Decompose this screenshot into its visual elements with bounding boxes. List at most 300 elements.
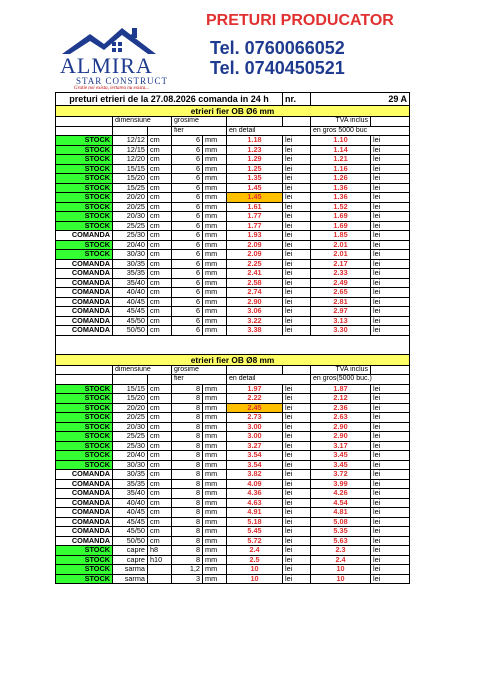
thickness-unit: mm <box>203 269 227 279</box>
availability: STOCK <box>56 193 113 203</box>
wholesale-price: 3.13 <box>311 316 371 326</box>
dimension-unit: h10 <box>148 555 172 565</box>
table-row <box>56 489 410 499</box>
blank-cell <box>148 375 172 385</box>
thickness: 6 <box>172 259 203 269</box>
availability: STOCK <box>56 555 113 565</box>
table-row <box>56 231 410 241</box>
retail-price: 4.09 <box>227 479 283 489</box>
thickness-unit: mm <box>203 240 227 250</box>
thickness-unit: mm <box>203 164 227 174</box>
dimension: 20/20 <box>113 193 148 203</box>
dimension: 50/50 <box>113 326 148 336</box>
currency: lei <box>283 297 311 307</box>
currency: lei <box>283 316 311 326</box>
thickness-unit: mm <box>203 555 227 565</box>
currency: lei <box>283 136 311 146</box>
retail-price: 2.4 <box>227 546 283 556</box>
thickness: 6 <box>172 136 203 146</box>
thickness: 8 <box>172 422 203 432</box>
blank-cell <box>371 117 410 127</box>
dimension: 15/15 <box>113 164 148 174</box>
availability: STOCK <box>56 221 113 231</box>
retail-price: 2.09 <box>227 250 283 260</box>
thickness-unit: mm <box>203 221 227 231</box>
retail-price: 4.36 <box>227 489 283 499</box>
dimension-unit: cm <box>148 136 172 146</box>
blank-cell <box>56 126 113 136</box>
currency: lei <box>283 212 311 222</box>
currency: lei <box>283 565 311 575</box>
currency: lei <box>283 145 311 155</box>
dimension: 40/40 <box>113 498 148 508</box>
table-row <box>56 422 410 432</box>
currency: lei <box>283 432 311 442</box>
dimension-unit: cm <box>148 183 172 193</box>
dimension-unit: cm <box>148 307 172 317</box>
thickness-unit: mm <box>203 193 227 203</box>
availability: COMANDA <box>56 489 113 499</box>
dimension: 45/45 <box>113 307 148 317</box>
thickness-unit: mm <box>203 231 227 241</box>
section-title: etrieri fier OB Ø6 mm <box>56 106 410 117</box>
table-row <box>56 221 410 231</box>
thickness-unit: mm <box>203 517 227 527</box>
table-row <box>56 316 410 326</box>
wholesale-price: 1.14 <box>311 145 371 155</box>
dimension: 35/40 <box>113 489 148 499</box>
wholesale-price: 2.3 <box>311 546 371 556</box>
availability: STOCK <box>56 155 113 165</box>
retail-price: 10 <box>227 574 283 584</box>
retail-price: 3.54 <box>227 451 283 461</box>
currency: lei <box>371 193 410 203</box>
dimension-unit <box>148 565 172 575</box>
dimension: 20/30 <box>113 212 148 222</box>
dimension-unit: cm <box>148 432 172 442</box>
section1-header <box>56 106 410 117</box>
dimension: 40/45 <box>113 508 148 518</box>
thickness-unit: mm <box>203 250 227 260</box>
thickness-unit: mm <box>203 565 227 575</box>
dimension: sarma <box>113 565 148 575</box>
currency: lei <box>283 240 311 250</box>
availability: STOCK <box>56 394 113 404</box>
column-vat: TVA inclus <box>311 117 371 127</box>
currency: lei <box>283 155 311 165</box>
retail-price: 2.74 <box>227 288 283 298</box>
table-row <box>56 555 410 565</box>
currency: lei <box>283 498 311 508</box>
dimension: 30/30 <box>113 460 148 470</box>
table-row <box>56 508 410 518</box>
blank-cell <box>283 365 311 375</box>
thickness: 8 <box>172 479 203 489</box>
retail-price: 3.00 <box>227 422 283 432</box>
thickness: 6 <box>172 240 203 250</box>
dimension-unit: cm <box>148 155 172 165</box>
availability: STOCK <box>56 174 113 184</box>
thickness-unit: mm <box>203 460 227 470</box>
table-row <box>56 297 410 307</box>
wholesale-price: 1.87 <box>311 384 371 394</box>
retail-price: 4.91 <box>227 508 283 518</box>
table-row <box>56 164 410 174</box>
wholesale-price: 2.33 <box>311 269 371 279</box>
dimension: 35/35 <box>113 269 148 279</box>
retail-price: 5.18 <box>227 517 283 527</box>
table-row <box>56 432 410 442</box>
wholesale-price: 5.08 <box>311 517 371 527</box>
currency: lei <box>283 536 311 546</box>
currency: lei <box>371 460 410 470</box>
table-row <box>56 278 410 288</box>
retail-price: 5.72 <box>227 536 283 546</box>
dimension-unit: cm <box>148 508 172 518</box>
price-sheet <box>55 92 409 584</box>
availability: COMANDA <box>56 307 113 317</box>
dimension: 20/40 <box>113 451 148 461</box>
column-retail: en detail <box>227 375 311 385</box>
table-row <box>56 460 410 470</box>
table-row <box>56 326 410 336</box>
wholesale-price: 10 <box>311 574 371 584</box>
wholesale-price: 2.01 <box>311 240 371 250</box>
currency: lei <box>371 278 410 288</box>
wholesale-price: 1.16 <box>311 164 371 174</box>
section2-header <box>56 354 410 365</box>
currency: lei <box>371 517 410 527</box>
brand-subtitle: STAR CONSTRUCT <box>76 76 169 86</box>
thickness-unit: mm <box>203 155 227 165</box>
currency: lei <box>283 460 311 470</box>
thickness-unit: mm <box>203 527 227 537</box>
currency: lei <box>371 231 410 241</box>
column-retail: en detail <box>227 126 311 136</box>
currency: lei <box>283 470 311 480</box>
thickness-unit: mm <box>203 316 227 326</box>
table-row <box>56 527 410 537</box>
availability: COMANDA <box>56 316 113 326</box>
currency: lei <box>371 307 410 317</box>
currency: lei <box>283 574 311 584</box>
thickness: 8 <box>172 489 203 499</box>
table-row <box>56 441 410 451</box>
thickness: 8 <box>172 394 203 404</box>
column-vat: TVA inclus <box>311 365 371 375</box>
dimension: 35/40 <box>113 278 148 288</box>
currency: lei <box>371 259 410 269</box>
currency: lei <box>371 297 410 307</box>
thickness: 6 <box>172 278 203 288</box>
thickness: 6 <box>172 183 203 193</box>
currency: lei <box>371 422 410 432</box>
thickness: 8 <box>172 527 203 537</box>
table-row <box>56 574 410 584</box>
table-row <box>56 403 410 413</box>
table-row <box>56 470 410 480</box>
thickness: 8 <box>172 498 203 508</box>
dimension-unit: cm <box>148 174 172 184</box>
dimension-unit: cm <box>148 259 172 269</box>
dimension: 12/20 <box>113 155 148 165</box>
table-row <box>56 202 410 212</box>
thickness: 8 <box>172 536 203 546</box>
wholesale-price: 5.63 <box>311 536 371 546</box>
table-row <box>56 394 410 404</box>
currency: lei <box>283 489 311 499</box>
thickness: 6 <box>172 212 203 222</box>
currency: lei <box>283 394 311 404</box>
currency: lei <box>371 536 410 546</box>
phone-2[interactable]: Tel. 0740450521 <box>210 58 345 78</box>
availability: COMANDA <box>56 278 113 288</box>
currency: lei <box>371 489 410 499</box>
wholesale-price: 2.65 <box>311 288 371 298</box>
retail-price: 1.25 <box>227 164 283 174</box>
retail-price: 5.45 <box>227 527 283 537</box>
dimension-unit: cm <box>148 145 172 155</box>
availability: STOCK <box>56 422 113 432</box>
dimension-unit: cm <box>148 384 172 394</box>
currency: lei <box>283 508 311 518</box>
wholesale-price: 2.36 <box>311 403 371 413</box>
blank-cell <box>283 117 311 127</box>
thickness-unit: mm <box>203 479 227 489</box>
thickness-unit: mm <box>203 470 227 480</box>
dimension-unit: cm <box>148 489 172 499</box>
page-title: PRETURI PRODUCATOR <box>206 12 394 29</box>
currency: lei <box>371 451 410 461</box>
column-wholesale: en gros(5000 buc.) <box>311 375 410 385</box>
currency: lei <box>371 508 410 518</box>
availability: STOCK <box>56 145 113 155</box>
dimension-unit: cm <box>148 231 172 241</box>
retail-price: 2.09 <box>227 240 283 250</box>
currency: lei <box>371 269 410 279</box>
currency: lei <box>371 326 410 336</box>
currency: lei <box>283 546 311 556</box>
dimension: 15/25 <box>113 183 148 193</box>
nr-label: nr. <box>283 93 311 106</box>
retail-price: 2.41 <box>227 269 283 279</box>
currency: lei <box>283 231 311 241</box>
wholesale-price: 3.45 <box>311 451 371 461</box>
table-row <box>56 174 410 184</box>
currency: lei <box>283 413 311 423</box>
column-dimension: dimensiune <box>113 117 172 127</box>
retail-price: 1.35 <box>227 174 283 184</box>
currency: lei <box>283 307 311 317</box>
wholesale-price: 3.17 <box>311 441 371 451</box>
thickness-unit: mm <box>203 136 227 146</box>
column-header-row <box>56 365 410 375</box>
brand-motto: Gratie noi exista, iertarea nu exista... <box>74 86 149 91</box>
thickness: 6 <box>172 316 203 326</box>
currency: lei <box>283 193 311 203</box>
table-row <box>56 269 410 279</box>
blank-cell <box>56 375 113 385</box>
thickness: 8 <box>172 470 203 480</box>
availability: STOCK <box>56 403 113 413</box>
dimension: 25/30 <box>113 231 148 241</box>
dimension: 12/12 <box>113 136 148 146</box>
thickness: 6 <box>172 297 203 307</box>
currency: lei <box>371 498 410 508</box>
availability: COMANDA <box>56 479 113 489</box>
section-title: etrieri fier OB Ø8 mm <box>56 354 410 365</box>
availability: COMANDA <box>56 498 113 508</box>
dimension: 50/50 <box>113 536 148 546</box>
dimension-unit: cm <box>148 460 172 470</box>
thickness: 6 <box>172 145 203 155</box>
thickness: 6 <box>172 202 203 212</box>
availability: STOCK <box>56 460 113 470</box>
dimension: 45/50 <box>113 527 148 537</box>
dimension: 25/25 <box>113 432 148 442</box>
availability: STOCK <box>56 212 113 222</box>
retail-price: 2.25 <box>227 259 283 269</box>
availability: STOCK <box>56 432 113 442</box>
currency: lei <box>371 183 410 193</box>
thickness: 8 <box>172 432 203 442</box>
availability: STOCK <box>56 451 113 461</box>
currency: lei <box>371 240 410 250</box>
currency: lei <box>283 441 311 451</box>
thickness-unit: mm <box>203 403 227 413</box>
retail-price: 2.45 <box>227 403 283 413</box>
wholesale-price: 2.97 <box>311 307 371 317</box>
dimension-unit: cm <box>148 527 172 537</box>
thickness-unit: mm <box>203 432 227 442</box>
column-header-row <box>56 117 410 127</box>
wholesale-price: 2.49 <box>311 278 371 288</box>
dimension: 30/35 <box>113 470 148 480</box>
thickness-unit: mm <box>203 546 227 556</box>
retail-price: 1.23 <box>227 145 283 155</box>
dimension: 20/40 <box>113 240 148 250</box>
retail-price: 1.18 <box>227 136 283 146</box>
dimension: 15/20 <box>113 174 148 184</box>
thickness: 6 <box>172 326 203 336</box>
currency: lei <box>371 565 410 575</box>
retail-price: 1.61 <box>227 202 283 212</box>
retail-price: 2.58 <box>227 278 283 288</box>
wholesale-price: 2.17 <box>311 259 371 269</box>
blank-cell <box>227 117 283 127</box>
dimension: 40/45 <box>113 297 148 307</box>
currency: lei <box>283 174 311 184</box>
table-row <box>56 250 410 260</box>
currency: lei <box>283 517 311 527</box>
dimension-unit: cm <box>148 164 172 174</box>
thickness: 6 <box>172 269 203 279</box>
thickness-unit: mm <box>203 202 227 212</box>
retail-price: 3.06 <box>227 307 283 317</box>
currency: lei <box>283 288 311 298</box>
thickness-unit: mm <box>203 145 227 155</box>
blank-cell <box>148 126 172 136</box>
currency: lei <box>283 555 311 565</box>
retail-price: 3.27 <box>227 441 283 451</box>
thickness: 8 <box>172 555 203 565</box>
dimension: 30/35 <box>113 259 148 269</box>
table-row <box>56 193 410 203</box>
retail-price: 3.38 <box>227 326 283 336</box>
table-row <box>56 546 410 556</box>
table-row <box>56 212 410 222</box>
availability: STOCK <box>56 574 113 584</box>
thickness-unit: mm <box>203 441 227 451</box>
brand-name: ALMIRA <box>60 53 153 78</box>
table-row <box>56 136 410 146</box>
thickness: 8 <box>172 451 203 461</box>
retail-price: 1.77 <box>227 212 283 222</box>
dimension-unit: cm <box>148 326 172 336</box>
thickness-unit: mm <box>203 536 227 546</box>
column-iron: fier <box>172 375 227 385</box>
blank-cell <box>113 375 148 385</box>
thickness: 6 <box>172 193 203 203</box>
retail-price: 1.45 <box>227 193 283 203</box>
table-row <box>56 183 410 193</box>
table-row <box>56 240 410 250</box>
currency: lei <box>371 432 410 442</box>
dimension: 25/25 <box>113 221 148 231</box>
wholesale-price: 2.63 <box>311 413 371 423</box>
currency: lei <box>283 384 311 394</box>
price-heading: preturi etrieri de la 27.08.2026 comanda in 24 h <box>56 93 283 106</box>
dimension-unit: cm <box>148 451 172 461</box>
table-row <box>56 565 410 575</box>
retail-price: 1.97 <box>227 384 283 394</box>
thickness-unit: mm <box>203 259 227 269</box>
wholesale-price: 2.81 <box>311 297 371 307</box>
dimension: 20/25 <box>113 202 148 212</box>
availability: STOCK <box>56 183 113 193</box>
thickness: 8 <box>172 403 203 413</box>
blank-cell <box>56 365 113 375</box>
wholesale-price: 1.85 <box>311 231 371 241</box>
wholesale-price: 3.45 <box>311 460 371 470</box>
wholesale-price: 3.30 <box>311 326 371 336</box>
dimension-unit: cm <box>148 278 172 288</box>
currency: lei <box>283 403 311 413</box>
currency: lei <box>283 164 311 174</box>
thickness: 6 <box>172 307 203 317</box>
availability: COMANDA <box>56 297 113 307</box>
title-row <box>56 93 410 106</box>
phone-1[interactable]: Tel. 0760066052 <box>210 38 345 58</box>
availability: STOCK <box>56 565 113 575</box>
dimension: 45/45 <box>113 517 148 527</box>
dimension-unit: cm <box>148 202 172 212</box>
dimension: 45/50 <box>113 316 148 326</box>
currency: lei <box>371 145 410 155</box>
retail-price: 1.77 <box>227 221 283 231</box>
wholesale-price: 1.10 <box>311 136 371 146</box>
currency: lei <box>283 202 311 212</box>
currency: lei <box>371 555 410 565</box>
wholesale-price: 2.12 <box>311 394 371 404</box>
dimension-unit: cm <box>148 269 172 279</box>
thickness-unit: mm <box>203 174 227 184</box>
currency: lei <box>371 155 410 165</box>
availability: STOCK <box>56 441 113 451</box>
retail-price: 1.45 <box>227 183 283 193</box>
column-thickness: grosime <box>172 365 227 375</box>
dimension-unit: cm <box>148 316 172 326</box>
